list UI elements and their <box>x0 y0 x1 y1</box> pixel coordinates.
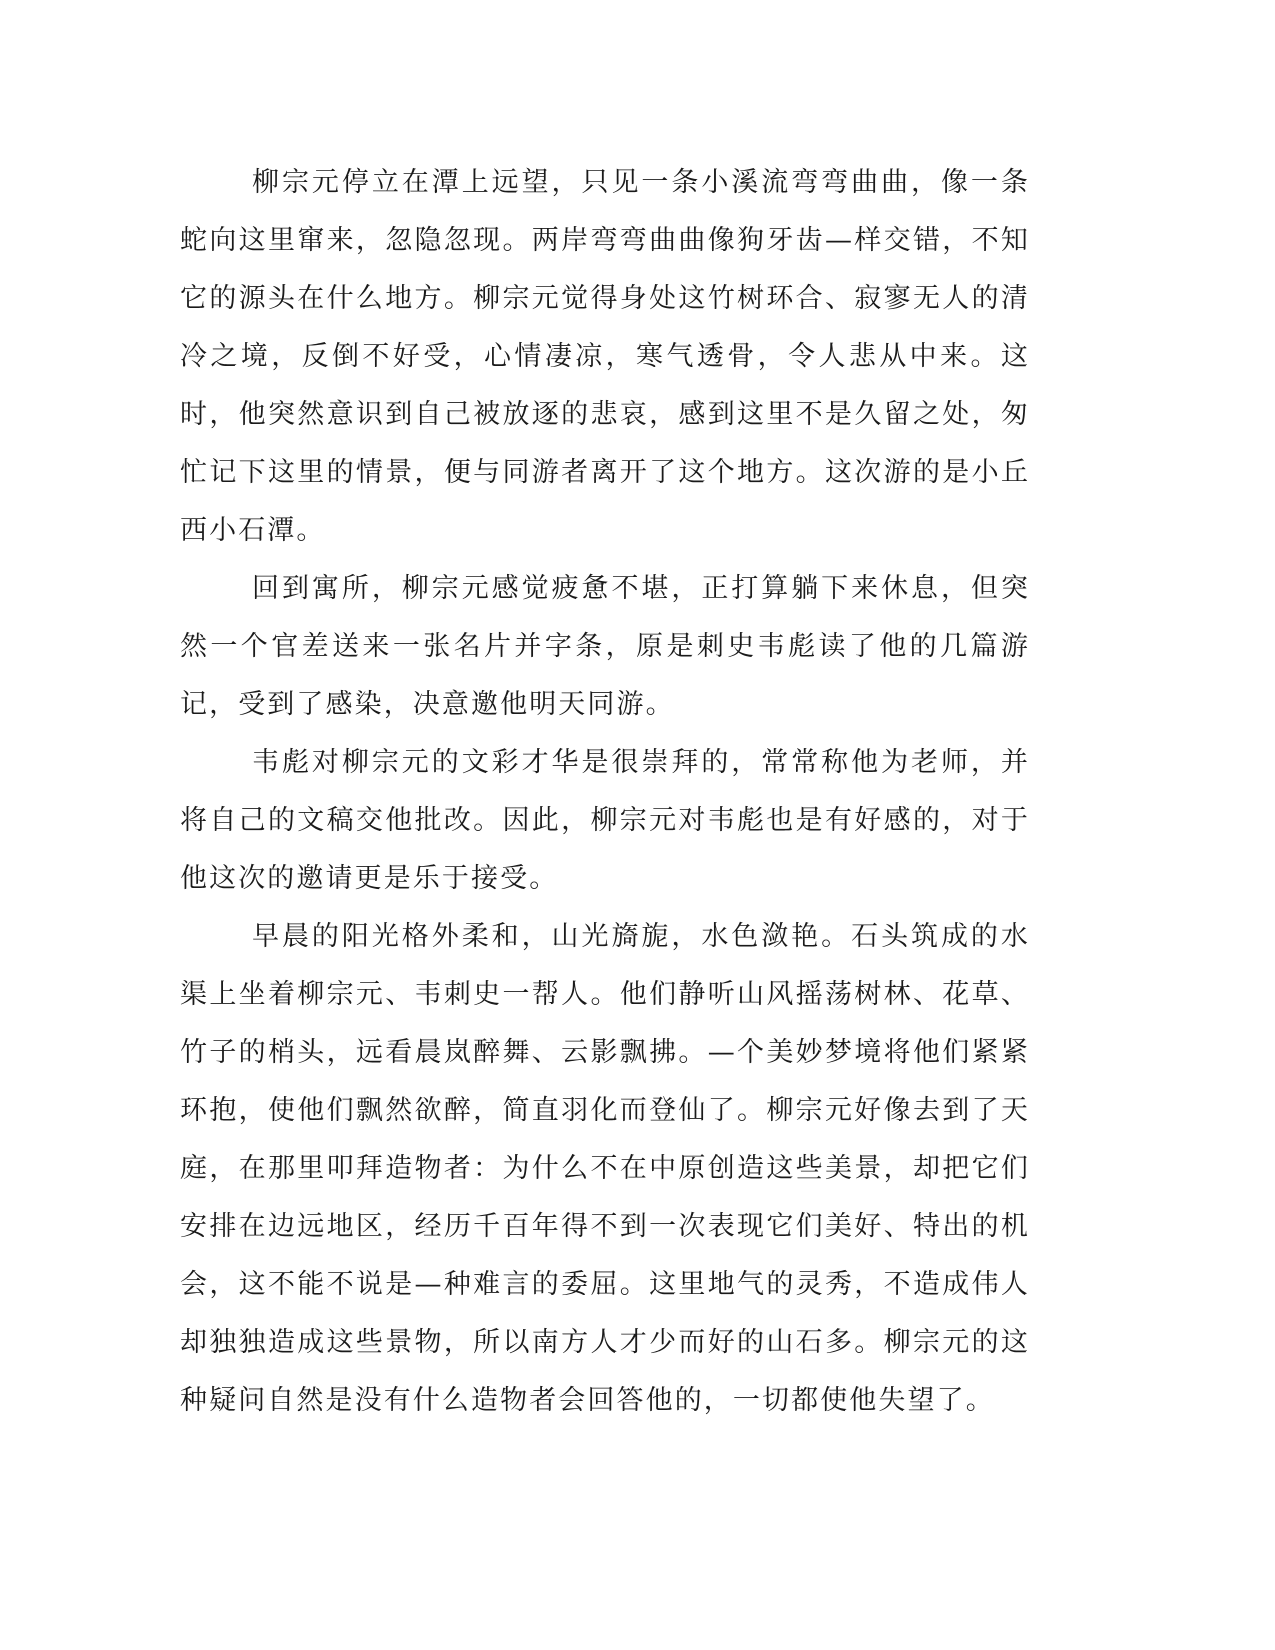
document-page <box>180 154 1030 1430</box>
paragraph-stone-pool: 柳宗元停立在潭上远望，只见一条小溪流弯弯曲曲，像一条蛇向这里窜来，忽隐忽现。两岸弯弯曲曲像狗牙齿—样交错，不知它的源头在什么地方。柳宗元觉得身处这竹树环合、寂寥无人的清冷之境，反倒不好受，心情凄凉，寒气透骨，令人悲从中来。这时，他突然意识到自己被放逐的悲哀，感到这里不是久留之处，匆忙记下这里的情景，便与同游者离开了这个地方。这次游的是小丘西小石潭。 <box>180 167 1030 546</box>
paragraph-return-lodging: 回到寓所，柳宗元感觉疲惫不堪，正打算躺下来休息，但突然一个官差送来一张名片并字条，原是刺史韦彪读了他的几篇游记，受到了感染，决意邀他明天同游。 <box>180 573 1030 720</box>
paragraph-morning-outing: 早晨的阳光格外柔和，山光旖旎，水色潋艳。石头筑成的水渠上坐着柳宗元、韦刺史一帮人。他们静听山风摇荡树林、花草、竹子的梢头，远看晨岚醉舞、云影飘拂。—个美妙梦境将他们紧紧环抱，使他们飘然欲醉，简直羽化而登仙了。柳宗元好像去到了天庭，在那里叩拜造物者：为什么不在中原创造这些美景，却把它们安排在边远地区，经历千百年得不到一次表现它们美好、特出的机会，这不能不说是—种难言的委屈。这里地气的灵秀，不造成伟人却独独造成这些景物，所以南方人才少而好的山石多。柳宗元的这种疑问自然是没有什么造物者会回答他的，一切都使他失望了。 <box>180 921 1030 1416</box>
paragraph-wei-biao: 韦彪对柳宗元的文彩才华是很崇拜的，常常称他为老师，并将自己的文稿交他批改。因此，柳宗元对韦彪也是有好感的，对于他这次的邀请更是乐于接受。 <box>180 747 1030 894</box>
